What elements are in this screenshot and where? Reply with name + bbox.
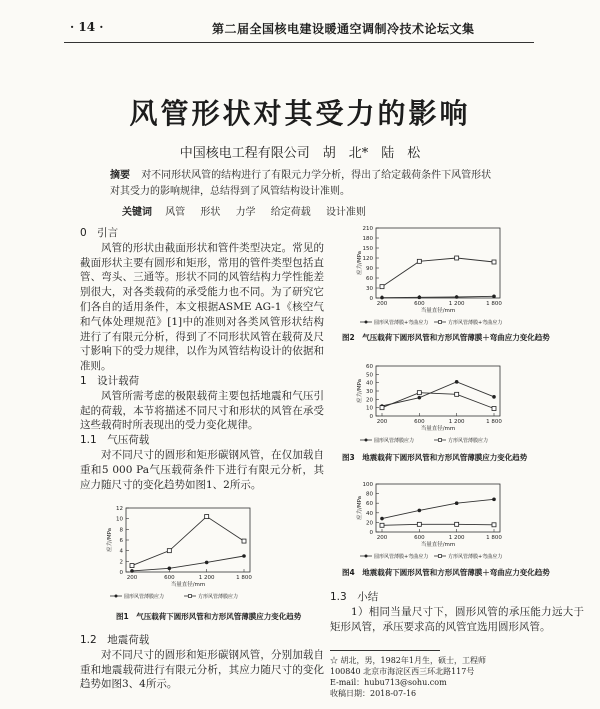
legend-label: 方形风管薄膜+弯曲应力 — [448, 554, 503, 560]
legend-label: 圆形风管薄膜+弯曲应力 — [374, 554, 429, 560]
keyword: 形状 — [200, 207, 221, 218]
footnote-email: E-mail：hubu713@sohu.com — [330, 678, 447, 687]
x-tick-label: 1 200 — [448, 535, 465, 541]
x-axis-label: 当量直径/mm — [420, 542, 456, 548]
legend-label: 方形风管薄膜+弯曲应力 — [448, 320, 503, 326]
series-line — [132, 517, 244, 566]
section-heading-summary: 1.3 小结 — [330, 591, 379, 603]
data-point — [130, 569, 134, 573]
data-point — [455, 501, 459, 505]
y-tick-label: 210 — [362, 226, 373, 232]
data-point — [380, 406, 384, 410]
y-tick-label: 60 — [366, 276, 373, 282]
keyword: 给定荷载 — [270, 207, 311, 218]
figure-3-caption: 图3 地震载荷下圆形风管和方形风管薄膜应力变化趋势 — [342, 453, 528, 462]
legend-label: 圆形风管薄膜+弯曲应力 — [374, 320, 429, 326]
legend-marker — [439, 321, 442, 324]
data-point — [455, 522, 459, 526]
article-title: 风管形状对其受力的影响 — [129, 97, 471, 130]
data-point — [492, 498, 496, 502]
series-line — [382, 524, 494, 525]
footnote-author: ☆ 胡北，男，1982年1月生，硕士，工程师 — [330, 656, 486, 665]
legend-marker — [365, 439, 368, 442]
y-tick-label: 150 — [362, 246, 373, 252]
y-tick-label: 8 — [119, 527, 123, 534]
y-tick-label: 10 — [116, 516, 123, 523]
data-point — [417, 522, 421, 526]
x-tick-label: 200 — [376, 419, 388, 425]
header-rule — [64, 42, 534, 43]
data-point — [380, 523, 384, 527]
abstract-text: 对不同形状风管的结构进行了有限元力学分析，得出了给定载荷条件下风管形状对其受力的影响规律，总结得到了风管结构设计准则。 — [110, 170, 492, 197]
legend-marker — [189, 595, 192, 598]
y-tick-label: 12 — [116, 506, 123, 512]
y-tick-label: 30 — [366, 389, 373, 395]
x-axis-label: 当量直径/mm — [420, 308, 456, 314]
x-tick-label: 1 800 — [236, 575, 252, 581]
section-text-seismic: 对不同尺寸的圆形和矩形碳钢风管，分别加载自重和地震载荷进行有限元分析，其应力随尺寸的变化趋势如图3、4所示。 — [80, 648, 324, 691]
data-point — [205, 515, 209, 519]
data-point — [167, 549, 171, 553]
data-point — [455, 295, 459, 299]
legend-marker — [365, 321, 368, 324]
footnote-received: 收稿日期：2018-07-16 — [330, 689, 417, 698]
y-tick-label: 40 — [366, 510, 373, 517]
data-point — [418, 396, 422, 400]
y-tick-label: 0 — [369, 530, 373, 536]
section-heading-loads: 1 设计载荷 — [80, 374, 140, 387]
y-tick-label: 20 — [366, 397, 373, 404]
legend-label: 圆形风管薄膜应力 — [124, 594, 165, 600]
y-tick-label: 60 — [366, 364, 373, 370]
y-axis-label: 应力/MPa — [357, 250, 363, 276]
y-tick-label: 4 — [119, 548, 123, 555]
y-tick-label: 80 — [366, 491, 373, 498]
x-tick-label: 600 — [164, 575, 175, 581]
y-tick-label: 40 — [366, 380, 373, 387]
x-tick-label: 1 800 — [486, 535, 502, 541]
y-tick-label: 10 — [366, 405, 373, 412]
keywords-label: 关键词 — [122, 207, 152, 218]
data-point — [492, 395, 496, 399]
left-column-bottom — [80, 633, 324, 692]
footnote — [330, 655, 580, 699]
authors: 中国核电工程有限公司 胡 北* 陆 松 — [179, 146, 421, 161]
x-tick-label: 600 — [414, 419, 425, 425]
keyword: 风管 — [165, 207, 186, 218]
figure-1-caption: 图1 气压载荷下圆形风管和方形风管薄膜应力变化趋势 — [116, 612, 302, 621]
x-tick-label: 200 — [376, 301, 388, 307]
series-line — [382, 258, 494, 287]
data-point — [492, 407, 496, 411]
legend-marker — [439, 439, 442, 442]
figure-1-chart — [104, 502, 304, 602]
legend-marker — [365, 555, 368, 558]
y-tick-label: 50 — [366, 372, 373, 379]
data-point — [492, 523, 496, 527]
x-axis-label: 当量直径/mm — [170, 582, 206, 588]
keyword: 力学 — [235, 207, 256, 218]
x-tick-label: 200 — [126, 575, 138, 581]
y-tick-label: 0 — [119, 570, 123, 576]
footnote-rule — [330, 650, 440, 651]
x-tick-label: 600 — [414, 301, 425, 307]
figure-4-chart — [354, 478, 554, 562]
figure-2-chart — [354, 222, 554, 328]
data-point — [492, 295, 496, 299]
data-point — [418, 509, 422, 513]
section-heading-intro: 0 引言 — [80, 227, 119, 239]
data-point — [242, 539, 246, 543]
section-text-intro: 风管的形状由截面形状和管件类型决定。常见的截面形状主要有圆形和矩形，常用的管件类型包括直管、弯头、三通等。形状不同的风管结构力学性能差别很大，对各类载荷的承受能力也不同。为了研究它们各自的适用条件，本文根据ASME AG-1《核空气和气体处理规范》[1]中的准则对各类风管形状结构进行了有限元分析，得到了不同形状风管在载荷及尺寸影响下的受力规律，以作为风管结构设计的依据和准则。 — [80, 241, 324, 373]
section-text-summary: 1）相同当量尺寸下，圆形风管的承压能力远大于矩形风管，承压要求高的风管宜选用圆形风管。 — [330, 605, 584, 633]
plot-frame — [376, 366, 500, 416]
figure-3-chart — [354, 360, 554, 446]
right-column-summary — [330, 590, 584, 634]
footnote-address: 100840 北京市海淀区西三环北路117号 — [330, 667, 475, 676]
x-axis-label: 当量直径/mm — [420, 426, 456, 432]
y-tick-label: 6 — [119, 538, 123, 544]
legend-label: 方形风管薄膜应力 — [448, 438, 489, 444]
abstract — [110, 168, 500, 200]
x-tick-label: 1 200 — [448, 419, 465, 425]
section-text-loads: 风管所需考虑的极限载荷主要包括地震和气压引起的荷载，本节将描述不同尺寸和形状的风管在承受这些载荷时所表现出的受力变化规律。 — [80, 389, 324, 432]
data-point — [492, 260, 496, 264]
data-point — [417, 259, 421, 263]
y-tick-label: 90 — [366, 266, 373, 272]
running-header: 第二届全国核电建设暖通空调制冷技术论坛文集 — [212, 22, 475, 36]
x-tick-label: 200 — [376, 535, 388, 541]
series-line — [382, 296, 494, 297]
series-line — [132, 556, 244, 571]
section-heading-seismic: 1.2 地震荷载 — [80, 634, 150, 646]
y-tick-label: 0 — [369, 296, 373, 302]
y-tick-label: 0 — [369, 414, 373, 420]
x-tick-label: 1 800 — [486, 301, 502, 307]
x-tick-label: 1 800 — [486, 419, 502, 425]
left-column-top — [80, 226, 324, 492]
data-point — [242, 554, 246, 558]
x-tick-label: 1 200 — [448, 301, 465, 307]
figure-4-caption: 图4 地震载荷下圆形风管和方形风管薄膜＋弯曲应力变化趋势 — [342, 568, 550, 577]
data-point — [455, 256, 459, 260]
legend-marker — [115, 595, 118, 598]
data-point — [380, 285, 384, 289]
section-heading-pressure: 1.1 气压荷载 — [80, 434, 150, 447]
plot-frame — [126, 508, 250, 572]
keywords — [122, 203, 378, 218]
legend-marker — [439, 555, 442, 558]
figure-2-caption: 图2 气压载荷下圆形风管和方形风管薄膜＋弯曲应力变化趋势 — [342, 333, 550, 342]
y-tick-label: 180 — [362, 236, 373, 242]
data-point — [455, 392, 459, 396]
y-axis-label: 应力/MPa — [107, 527, 113, 553]
y-axis-label: 应力/MPa — [357, 378, 363, 404]
legend-label: 方形风管薄膜应力 — [198, 594, 239, 600]
data-point — [380, 517, 384, 521]
y-tick-label: 2 — [119, 559, 123, 566]
y-axis-label: 应力/MPa — [357, 495, 363, 521]
plot-frame — [376, 228, 500, 298]
y-tick-label: 100 — [362, 482, 373, 488]
data-point — [205, 561, 209, 565]
abstract-label: 摘要 — [110, 170, 130, 181]
y-tick-label: 20 — [366, 520, 373, 527]
keyword: 设计准则 — [325, 207, 366, 218]
x-tick-label: 1 200 — [198, 575, 215, 581]
data-point — [455, 380, 459, 384]
page-number: · 14 · — [70, 20, 104, 34]
series-line — [382, 499, 494, 518]
y-tick-label: 120 — [362, 256, 373, 262]
data-point — [130, 564, 134, 568]
y-tick-label: 60 — [366, 501, 373, 508]
data-point — [380, 296, 384, 300]
series-line — [382, 393, 494, 409]
section-text-pressure: 对不同尺寸的圆形和矩形碳钢风管，在仅加载自重和5 000 Pa气压载荷条件下进行有限元分析，其应力随尺寸的变化趋势如图1、2所示。 — [80, 448, 324, 491]
data-point — [168, 566, 172, 570]
y-tick-label: 30 — [366, 286, 373, 292]
x-tick-label: 600 — [414, 535, 425, 541]
data-point — [417, 391, 421, 395]
legend-label: 圆形风管薄膜应力 — [374, 438, 415, 444]
data-point — [418, 296, 422, 300]
